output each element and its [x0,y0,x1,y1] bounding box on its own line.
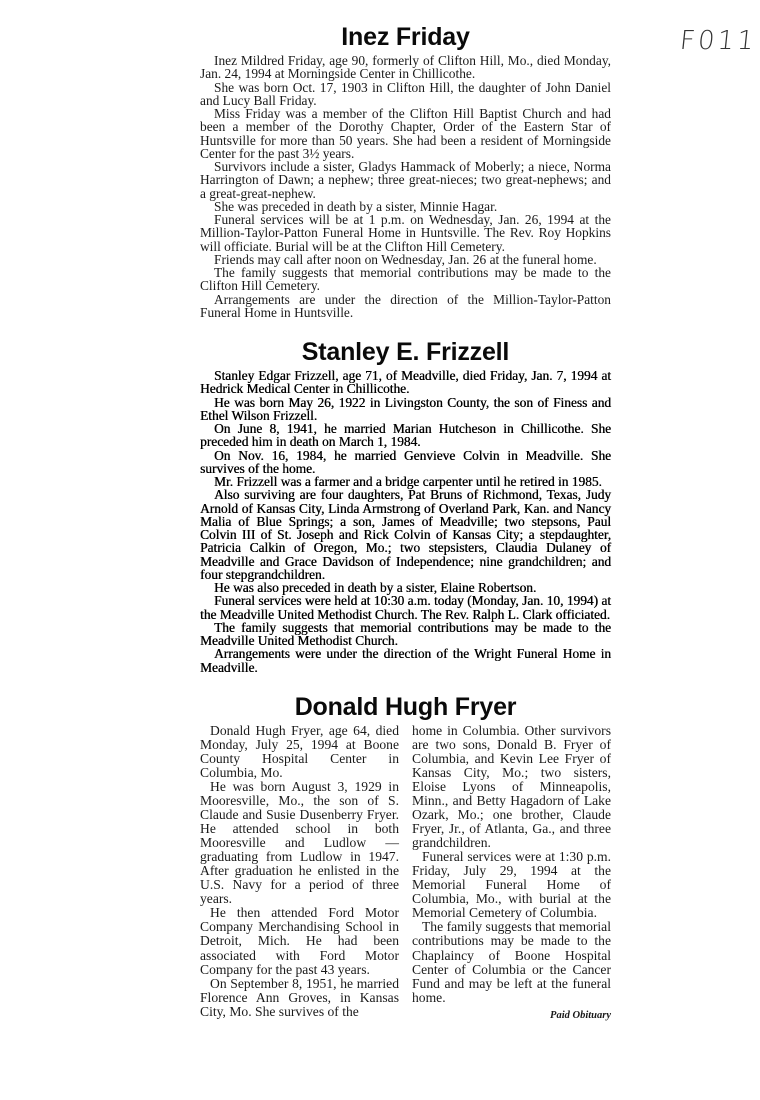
paragraph: On Nov. 16, 1984, he married Genvieve Colvin in Meadville. She survives of the home. [200,447,611,476]
obituary-donald-fryer [200,692,611,1022]
obituary-column-right [412,724,611,1022]
paragraph: He was born August 3, 1929 in Mooresville, Mo., the son of S. Claude and Susie Dusenberry Fryer. He attended school in both Mooresville and Ludlow — graduating from Ludlow in 1947. After graduation he enlisted in the U.S. Navy for a period of three years. [200,778,399,907]
paragraph: home in Columbia. Other survivors are two sons, Donald B. Fryer of Columbia, and Kevin Lee Fryer of Kansas City, Mo.; two sisters, Eloise Lyons of Minneapolis, Minn., and Betty Hagadorn of Lake Ozark, Mo.; one brother, Claude Fryer, Jr., of Atlanta, Ga., and three grandchildren. [412,722,611,851]
paragraph: Funeral services will be at 1 p.m. on Wednesday, Jan. 26, 1994 at the Million-Taylor-Patton Funeral Home in Huntsville. The Rev. Roy Hopkins will officiate. Burial will be at the Clifton Hill Cemetery. [200,212,611,254]
paragraph: Inez Mildred Friday, age 90, formerly of Clifton Hill, Mo., died Monday, Jan. 24, 1994 at Morningside Center in Chillicothe. [200,53,611,82]
obituary-columns [200,724,611,1022]
paragraph: Arrangements were under the direction of the Wright Funeral Home in Meadville. [200,646,611,675]
paragraph: On September 8, 1951, he married Florence Ann Groves, in Kansas City, Mo. She survives of the [200,975,399,1019]
paragraph: He then attended Ford Motor Company Merchandising School in Detroit, Mich. He had been associated with Ford Motor Company for the past 43 years. [200,905,399,977]
paragraph: Also surviving are four daughters, Pat Bruns of Richmond, Texas, Judy Arnold of Kansas City, Linda Armstrong of Overland Park, Kan. and Nancy Malia of Blue Springs; a son, James of Meadville; two stepsons, Paul Colvin III of St. Joseph and Rick Colvin of Kansas City; a stepdaughter, Patricia Calkin of Oregon, Mo.; two stepsisters, Claudia Dulaney of Meadville and Grace Davidson of Independence; nine grandchildren; and four stepgrandchildren. [200,487,611,582]
obituary-body-stanley-frizzell [200,369,611,674]
paragraph: Arrangements are under the direction of the Million-Taylor-Patton Funeral Home in Huntsville. [200,291,611,320]
paragraph: She was born Oct. 17, 1903 in Clifton Hill, the daughter of John Daniel and Lucy Ball Friday. [200,79,611,108]
paragraph: Friends may call after noon on Wednesday, Jan. 26 at the funeral home. [214,251,597,267]
paragraph: Miss Friday was a member of the Clifton Hill Baptist Church and had been a member of the Dorothy Chapter, Order of the Eastern Star of Huntsville for more than 50 years. She had been a resident of Morningside Center for the past 3½ years. [200,106,611,161]
obituary-stanley-frizzell [200,337,611,674]
paragraph: Mr. Frizzell was a farmer and a bridge carpenter until he retired in 1985. [214,474,602,489]
paragraph: Stanley Edgar Frizzell, age 71, of Meadville, died Friday, Jan. 7, 1994 at Hedrick Medical Center in Chillicothe. [200,368,611,397]
obituary-body-inez-friday [200,54,611,319]
paragraph: The family suggests that memorial contributions may be made to the Meadville United Methodist Church. [200,619,611,648]
paragraph: Funeral services were held at 10:30 a.m. today (Monday, Jan. 10, 1994) at the Meadville United Methodist Church. The Rev. Ralph L. Clark officiated. [200,593,611,622]
paragraph: Funeral services were at 1:30 p.m. Friday, July 29, 1994 at the Memorial Funeral Home of Columbia, Mo., with burial at the Memorial Cemetery of Columbia. [412,849,611,921]
obituary-column-left [200,724,399,1019]
paragraph: The family suggests that memorial contributions may be made to the Clifton Hill Cemetery. [200,265,611,294]
paragraph: Donald Hugh Fryer, age 64, died Monday, July 25, 1994 at Boone County Hospital Center in Columbia, Mo. [200,722,399,780]
obituary-title-inez-friday: Inez Friday [341,23,470,51]
obituary-title-stanley-frizzell: Stanley E. Frizzell [301,338,510,366]
paragraph: Survivors include a sister, Gladys Hammack of Moberly; a niece, Norma Harrington of Dawn; a nephew; three great-nieces; two great-nephews; and a great-great-nephew. [200,159,611,201]
paragraph: He was also preceded in death by a sister, Elaine Robertson. [214,580,537,595]
paid-obituary-label: Paid Obituary [550,1009,611,1021]
obituary-title-donald-fryer: Donald Hugh Fryer [294,692,517,721]
paragraph: On June 8, 1941, he married Marian Hutcheson in Chillicothe. She preceded him in death on March 1, 1984. [200,421,611,450]
handwritten-file-marker: F011 [678,26,759,56]
obituary-inez-friday [200,22,611,319]
paragraph: The family suggests that memorial contributions may be made to the Chaplaincy of Boone Hospital Center of Columbia or the Cancer Fund and may be left at the funeral home. [412,919,611,1005]
paragraph: He was born May 26, 1922 in Livingston County, the son of Finess and Ethel Wilson Frizzell. [200,394,611,423]
obituary-page [200,0,611,1022]
paragraph: She was preceded in death by a sister, Minnie Hagar. [214,198,498,214]
